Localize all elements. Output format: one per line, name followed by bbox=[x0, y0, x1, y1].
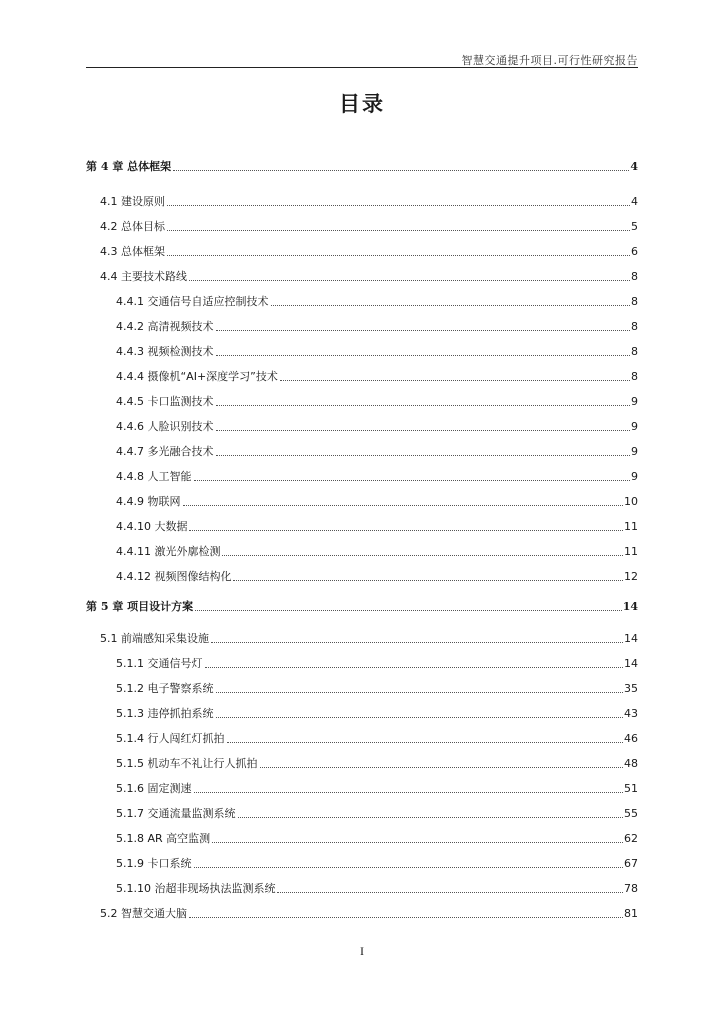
toc-leader-dots bbox=[212, 842, 623, 843]
toc-entry-label: 4.4.2 高清视频技术 bbox=[116, 320, 214, 333]
header-rule bbox=[86, 67, 638, 68]
running-header: 智慧交通提升项目.可行性研究报告 bbox=[461, 54, 638, 67]
toc-entry-page: 9 bbox=[631, 445, 638, 458]
toc-entry-chapter[interactable] bbox=[86, 598, 638, 614]
toc-entry-label: 4.4.11 激光外廓检测 bbox=[116, 545, 221, 558]
toc-leader-dots bbox=[260, 767, 624, 768]
toc-entry-subsection[interactable] bbox=[86, 755, 638, 771]
toc-leader-dots bbox=[189, 530, 623, 531]
toc-entry-subsection[interactable] bbox=[86, 855, 638, 871]
toc-entry-label: 4.4.9 物联网 bbox=[116, 495, 181, 508]
toc-leader-dots bbox=[167, 255, 630, 256]
toc-entry-subsection[interactable] bbox=[86, 318, 638, 334]
toc-entry-subsection[interactable] bbox=[86, 655, 638, 671]
toc-entry-section[interactable] bbox=[86, 218, 638, 234]
toc-entry-subsection[interactable] bbox=[86, 468, 638, 484]
toc-entry-label: 5.1.6 固定测速 bbox=[116, 782, 192, 795]
toc-entry-page: 5 bbox=[631, 220, 638, 233]
toc-leader-dots bbox=[167, 230, 630, 231]
toc-entry-label: 4.4.7 多光融合技术 bbox=[116, 445, 214, 458]
toc-entry-label: 4.2 总体目标 bbox=[100, 220, 165, 233]
toc-entry-subsection[interactable] bbox=[86, 805, 638, 821]
toc-entry-label: 第 4 章 总体框架 bbox=[86, 160, 172, 173]
toc-leader-dots bbox=[216, 692, 624, 693]
toc-entry-subsection[interactable] bbox=[86, 418, 638, 434]
toc-entry-label: 5.1.1 交通信号灯 bbox=[116, 657, 203, 670]
toc-leader-dots bbox=[167, 205, 630, 206]
toc-entry-page: 8 bbox=[631, 295, 638, 308]
toc-entry-section[interactable] bbox=[86, 905, 638, 921]
toc-leader-dots bbox=[227, 742, 624, 743]
toc-entry-subsection[interactable] bbox=[86, 880, 638, 896]
toc-leader-dots bbox=[216, 430, 631, 431]
toc-leader-dots bbox=[189, 280, 630, 281]
toc-entry-label: 第 5 章 项目设计方案 bbox=[86, 600, 194, 613]
toc-leader-dots bbox=[205, 667, 624, 668]
toc-entry-subsection[interactable] bbox=[86, 780, 638, 796]
toc-leader-dots bbox=[194, 867, 624, 868]
toc-entry-label: 5.1.9 卡口系统 bbox=[116, 857, 192, 870]
toc-leader-dots bbox=[194, 480, 631, 481]
toc-leader-dots bbox=[277, 892, 623, 893]
toc-entry-section[interactable] bbox=[86, 193, 638, 209]
toc-entry-page: 6 bbox=[631, 245, 638, 258]
toc-entry-page: 14 bbox=[624, 657, 638, 670]
toc-leader-dots bbox=[173, 170, 629, 171]
toc-entry-label: 5.1.10 治超非现场执法监测系统 bbox=[116, 882, 276, 895]
toc-entry-label: 4.4 主要技术路线 bbox=[100, 270, 187, 283]
toc-entry-label: 5.1.5 机动车不礼让行人抓拍 bbox=[116, 757, 258, 770]
toc-entry-label: 4.3 总体框架 bbox=[100, 245, 165, 258]
toc-entry-label: 5.1 前端感知采集设施 bbox=[100, 632, 209, 645]
toc-entry-page: 62 bbox=[624, 832, 638, 845]
toc-leader-dots bbox=[216, 405, 631, 406]
toc-entry-page: 51 bbox=[624, 782, 638, 795]
toc-entry-label: 4.1 建设原则 bbox=[100, 195, 165, 208]
toc-entry-section[interactable] bbox=[86, 243, 638, 259]
toc-entry-page: 4 bbox=[631, 195, 638, 208]
toc-leader-dots bbox=[211, 642, 623, 643]
toc-entry-label: 4.4.3 视频检测技术 bbox=[116, 345, 214, 358]
toc-entry-subsection[interactable] bbox=[86, 518, 638, 534]
toc-entry-label: 4.4.10 大数据 bbox=[116, 520, 188, 533]
toc-entry-page: 9 bbox=[631, 470, 638, 483]
toc-leader-dots bbox=[216, 717, 624, 718]
toc-leader-dots bbox=[280, 380, 630, 381]
toc-entry-page: 43 bbox=[624, 707, 638, 720]
toc-leader-dots bbox=[216, 455, 631, 456]
toc-leader-dots bbox=[216, 330, 631, 331]
toc-entry-subsection[interactable] bbox=[86, 368, 638, 384]
toc-leader-dots bbox=[271, 305, 631, 306]
toc-entry-subsection[interactable] bbox=[86, 293, 638, 309]
toc-entry-subsection[interactable] bbox=[86, 393, 638, 409]
toc-entry-label: 5.1.2 电子警察系统 bbox=[116, 682, 214, 695]
toc-leader-dots bbox=[222, 555, 623, 556]
toc-entry-subsection[interactable] bbox=[86, 543, 638, 559]
toc-entry-subsection[interactable] bbox=[86, 680, 638, 696]
toc-entry-label: 4.4.4 摄像机“AI+深度学习”技术 bbox=[116, 370, 278, 383]
toc-leader-dots bbox=[216, 355, 631, 356]
toc-entry-label: 4.4.6 人脸识别技术 bbox=[116, 420, 214, 433]
toc-entry-label: 5.1.7 交通流量监测系统 bbox=[116, 807, 236, 820]
toc-entry-subsection[interactable] bbox=[86, 705, 638, 721]
toc-leader-dots bbox=[189, 917, 623, 918]
toc-entry-page: 8 bbox=[631, 370, 638, 383]
toc-entry-page: 10 bbox=[624, 495, 638, 508]
toc-entry-subsection[interactable] bbox=[86, 830, 638, 846]
toc-entry-page: 11 bbox=[624, 520, 638, 533]
toc-entry-label: 4.4.12 视频图像结构化 bbox=[116, 570, 232, 583]
toc-entry-page: 4 bbox=[630, 160, 638, 173]
toc-entry-page: 14 bbox=[624, 632, 638, 645]
toc-entry-page: 8 bbox=[631, 270, 638, 283]
toc-entry-page: 9 bbox=[631, 420, 638, 433]
toc-leader-dots bbox=[233, 580, 623, 581]
toc-entry-page: 35 bbox=[624, 682, 638, 695]
toc-entry-page: 12 bbox=[624, 570, 638, 583]
toc-entry-subsection[interactable] bbox=[86, 343, 638, 359]
toc-entry-label: 5.2 智慧交通大脑 bbox=[100, 907, 187, 920]
toc-leader-dots bbox=[195, 610, 622, 611]
toc-leader-dots bbox=[194, 792, 624, 793]
toc-entry-label: 5.1.3 违停抓拍系统 bbox=[116, 707, 214, 720]
toc-entry-subsection[interactable] bbox=[86, 730, 638, 746]
toc-entry-page: 67 bbox=[624, 857, 638, 870]
page-title: 目录 bbox=[339, 92, 385, 116]
toc-entry-page: 48 bbox=[624, 757, 638, 770]
toc-entry-page: 9 bbox=[631, 395, 638, 408]
toc-entry-page: 14 bbox=[622, 600, 638, 613]
toc-entry-label: 4.4.1 交通信号自适应控制技术 bbox=[116, 295, 269, 308]
toc-entry-section[interactable] bbox=[86, 630, 638, 646]
toc-entry-label: 4.4.8 人工智能 bbox=[116, 470, 192, 483]
toc-entry-page: 8 bbox=[631, 320, 638, 333]
toc-entry-page: 78 bbox=[624, 882, 638, 895]
toc-entry-page: 55 bbox=[624, 807, 638, 820]
toc-leader-dots bbox=[238, 817, 624, 818]
toc-entry-page: 8 bbox=[631, 345, 638, 358]
toc-entry-page: 46 bbox=[624, 732, 638, 745]
page-number: I bbox=[360, 944, 364, 958]
toc-entry-page: 81 bbox=[624, 907, 638, 920]
toc-entry-subsection[interactable] bbox=[86, 568, 638, 584]
toc-entry-section[interactable] bbox=[86, 268, 638, 284]
toc-entry-chapter[interactable] bbox=[86, 158, 638, 174]
toc-entry-label: 5.1.8 AR 高空监测 bbox=[116, 832, 211, 845]
toc-entry-subsection[interactable] bbox=[86, 443, 638, 459]
toc-entry-page: 11 bbox=[624, 545, 638, 558]
toc-entry-label: 4.4.5 卡口监测技术 bbox=[116, 395, 214, 408]
toc-entry-subsection[interactable] bbox=[86, 493, 638, 509]
toc-entry-label: 5.1.4 行人闯红灯抓拍 bbox=[116, 732, 225, 745]
toc-leader-dots bbox=[183, 505, 624, 506]
